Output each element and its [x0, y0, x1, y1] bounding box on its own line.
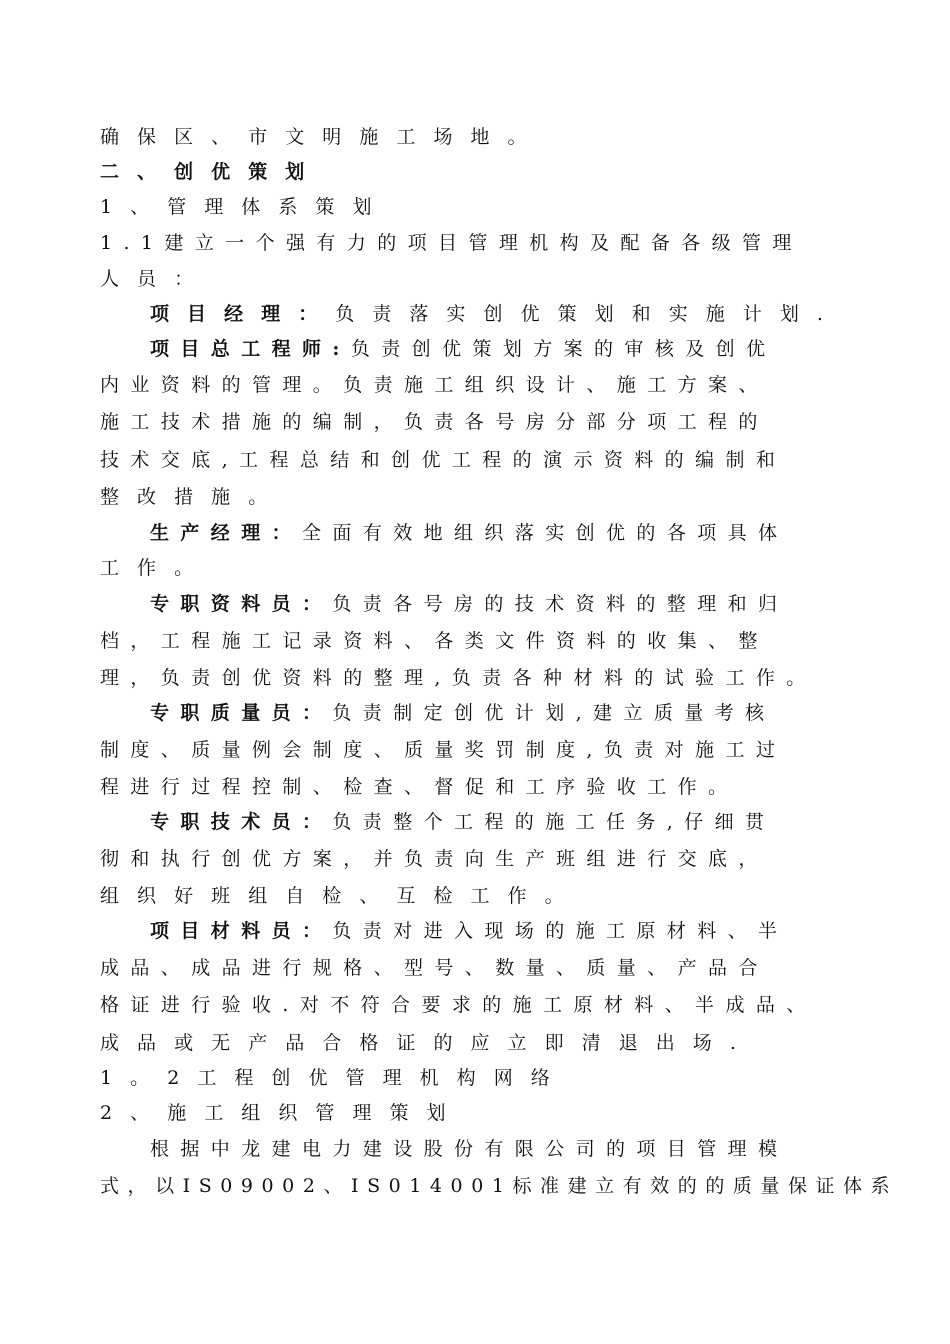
role-title: 专职技术员： [150, 811, 333, 833]
subsection-heading: 1、管理体系策划 [100, 196, 390, 218]
text-line: 确保区、市文明施工场地。 [100, 126, 545, 148]
role-description: 负责对进入现场的施工原材料、半 [332, 920, 789, 942]
role-description: 全面有效地组织落实创优的各项具体 [302, 522, 789, 544]
text-line: 彻和执行创优方案，并负责向生产班组进行交底， [100, 848, 769, 870]
role-description: 负责整个工程的施工任务,仔细贯 [332, 811, 776, 833]
role-title: 项目总工程师: [150, 338, 351, 360]
role-paragraph-start [150, 518, 850, 548]
role-paragraph-start [150, 698, 850, 728]
role-description: 负责制定创优计划,建立质量考核 [332, 702, 776, 724]
text-line: 格证进行验收.对不符合要求的施工原材料、半成品、 [100, 994, 817, 1016]
text-line: 整改措施。 [100, 486, 286, 508]
text-line: 工作。 [100, 557, 212, 579]
role-title: 项目材料员： [150, 920, 333, 942]
role-title: 项目经理： [150, 303, 336, 325]
subsection-heading: 1。2工程创优管理机构网络 [100, 1067, 568, 1089]
text-line: 成品、成品进行规格、型号、数量、质量、产品合 [100, 957, 769, 979]
subsection-heading: 2、施工组织管理策划 [100, 1102, 464, 1124]
role-title: 专职质量员： [150, 702, 333, 724]
section-heading: 二、创优策划 [100, 161, 323, 183]
role-paragraph-start [150, 334, 850, 364]
text-line: 理，负责创优资料的整理,负责各种材料的试验工作。 [100, 667, 817, 689]
text-line: 档，工程施工记录资料、各类文件资料的收集、整 [100, 630, 769, 652]
text-line: 施工技术措施的编制，负责各号房分部分项工程的 [100, 411, 769, 433]
text-line: 程进行过程控制、检查、督促和工序验收工作。 [100, 776, 739, 798]
text-line: 组织好班组自检、互检工作。 [100, 885, 582, 907]
role-title: 生产经理： [150, 522, 303, 544]
text-line: 内业资料的管理。负责施工组织设计、施工方案、 [100, 374, 769, 396]
text-line: 1.1建立一个强有力的项目管理机构及配备各级管理 [100, 232, 803, 254]
text-line: 制度、质量例会制度、质量奖罚制度,负责对施工过 [100, 739, 787, 761]
text-line: 根据中龙建电力建设股份有限公司的项目管理模 [150, 1138, 789, 1160]
text-line: 人员： [100, 268, 212, 290]
role-title: 专职资料员： [150, 593, 333, 615]
role-paragraph-start [150, 916, 850, 946]
role-paragraph-start [150, 589, 850, 619]
role-paragraph-start [150, 807, 850, 837]
text-line: 技术交底,工程总结和创优工程的演示资料的编制和 [100, 449, 787, 471]
role-description: 负责各号房的技术资料的整理和归 [332, 593, 789, 615]
text-line: 式，以IS09002、IS014001标准建立有效的的质量保证体系 [100, 1175, 899, 1197]
role-description: 负责落实创优策划和实施计划. [335, 303, 842, 325]
text-line: 成品或无产品合格证的应立即清退出场. [100, 1032, 754, 1054]
role-description: 负责创优策划方案的审核及创优 [350, 338, 777, 360]
role-paragraph-start [150, 299, 850, 329]
